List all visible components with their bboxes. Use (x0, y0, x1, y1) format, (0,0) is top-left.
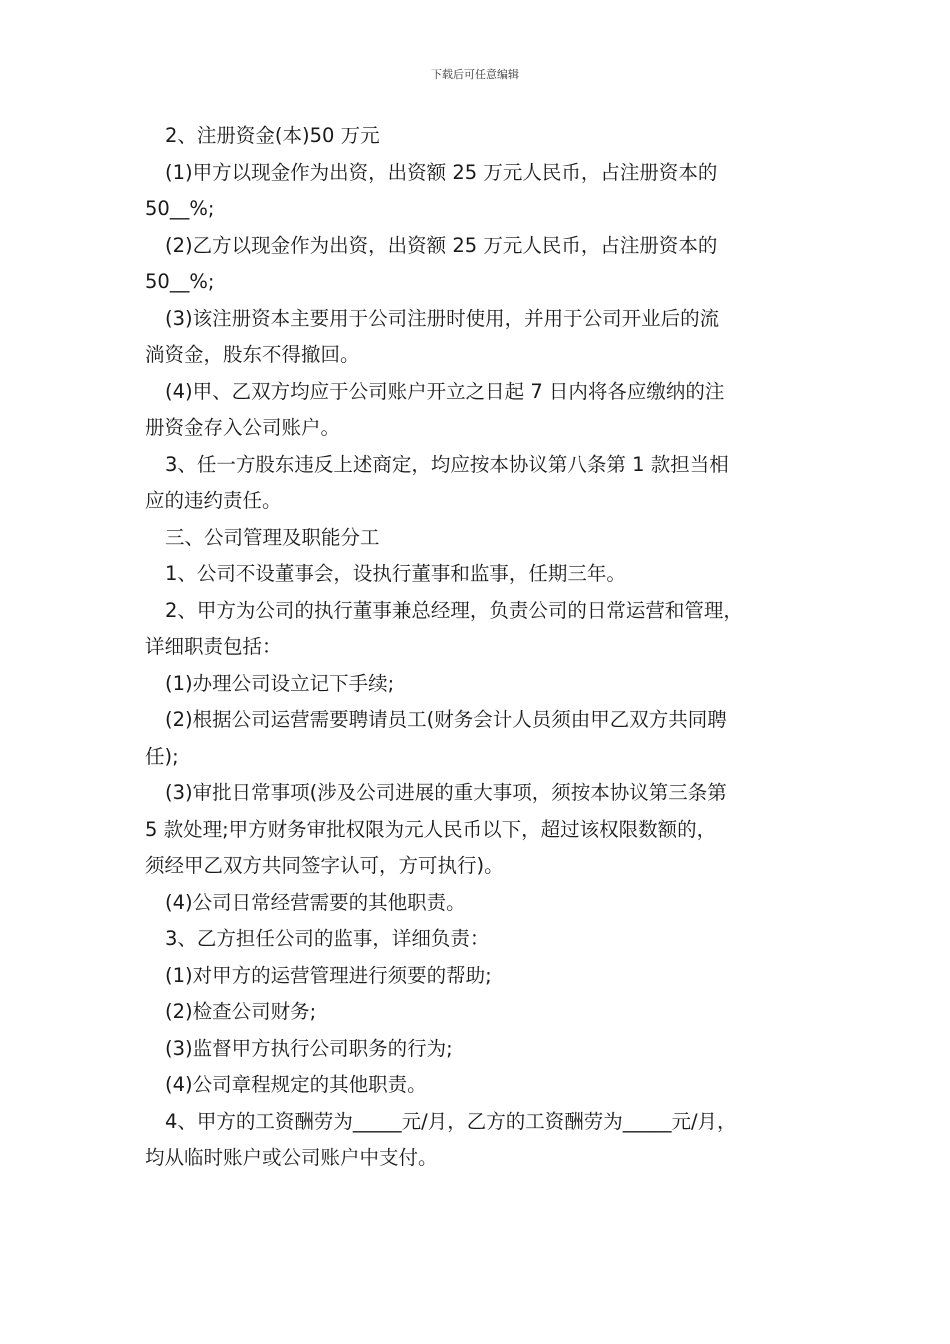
text-line: 3、乙方担任公司的监事，详细负责： (165, 927, 490, 950)
paragraph (145, 228, 810, 301)
text-line: 3、任一方股东违反上述商定，均应按本协议第八条第 1 款担当相 (165, 452, 729, 476)
text-line: (3)审批日常事项(涉及公司进展的重大事项，须按本协议第三条第 (165, 781, 727, 804)
text-line: 50__%; (145, 197, 215, 220)
text-line: 均从临时账户或公司账户中支付。 (145, 1146, 438, 1169)
paragraph (145, 775, 810, 885)
text-line: (4)公司章程规定的其他职责。 (165, 1073, 427, 1096)
text-line: (2)检查公司财务; (165, 1000, 317, 1023)
paragraph (145, 374, 810, 447)
page-header: 下载后可任意编辑 (431, 68, 519, 81)
text-line: (3)该注册资本主要用于公司注册时使用，并用于公司开业后的流 (165, 306, 720, 330)
text-line: (4)甲、乙双方均应于公司账户开立之日起 7 日内将各应缴纳的注 (165, 379, 725, 403)
paragraph (145, 118, 810, 155)
text-line: 50__%; (145, 270, 215, 293)
text-line: 4、甲方的工资酬劳为_____元/月，乙方的工资酬劳为_____元/月， (165, 1109, 737, 1133)
paragraph (145, 666, 810, 703)
text-line: 三、公司管理及职能分工 (165, 525, 380, 549)
paragraph (145, 921, 810, 958)
text-line: 详细职责包括： (145, 635, 282, 658)
text-line: (4)公司日常经营需要的其他职责。 (165, 890, 466, 914)
document-body (145, 118, 810, 1177)
text-line: (3)监督甲方执行公司职务的行为; (165, 1036, 453, 1060)
paragraph (145, 702, 810, 775)
paragraph (145, 593, 810, 666)
text-line: (1)甲方以现金作为出资，出资额 25 万元人民币，占注册资本的 (165, 160, 718, 184)
paragraph (145, 994, 810, 1031)
text-line: 须经甲乙双方共同签字认可，方可执行)。 (145, 854, 504, 877)
paragraph (145, 1031, 810, 1068)
paragraph (145, 155, 810, 228)
paragraph (145, 1067, 810, 1104)
paragraph (145, 556, 810, 593)
text-line: 5 款处理;甲方财务审批权限为元人民币以下，超过该权限数额的， (145, 817, 717, 841)
paragraph (145, 447, 810, 520)
paragraph (145, 301, 810, 374)
text-line: 2、注册资金(本)50 万元 (165, 124, 380, 147)
text-line: 淌资金，股东不得撤回。 (145, 343, 360, 366)
text-line: 任); (145, 744, 179, 768)
text-line: 应的违约责任。 (145, 489, 282, 512)
text-line: (1)办理公司设立记下手续; (165, 671, 395, 695)
text-line: 2、甲方为公司的执行董事兼总经理，负责公司的日常运营和管理， (165, 598, 743, 622)
text-line: (2)乙方以现金作为出资，出资额 25 万元人民币，占注册资本的 (165, 233, 718, 257)
text-line: 1、公司不设董事会，设执行董事和监事，任期三年。 (165, 562, 626, 585)
text-line: (1)对甲方的运营管理进行须要的帮助; (165, 963, 492, 987)
text-line: 册资金存入公司账户。 (145, 416, 341, 439)
paragraph (145, 520, 810, 557)
paragraph (145, 958, 810, 995)
paragraph (145, 885, 810, 922)
paragraph (145, 1104, 810, 1177)
text-line: (2)根据公司运营需要聘请员工(财务会计人员须由甲乙双方共同聘 (165, 708, 727, 731)
